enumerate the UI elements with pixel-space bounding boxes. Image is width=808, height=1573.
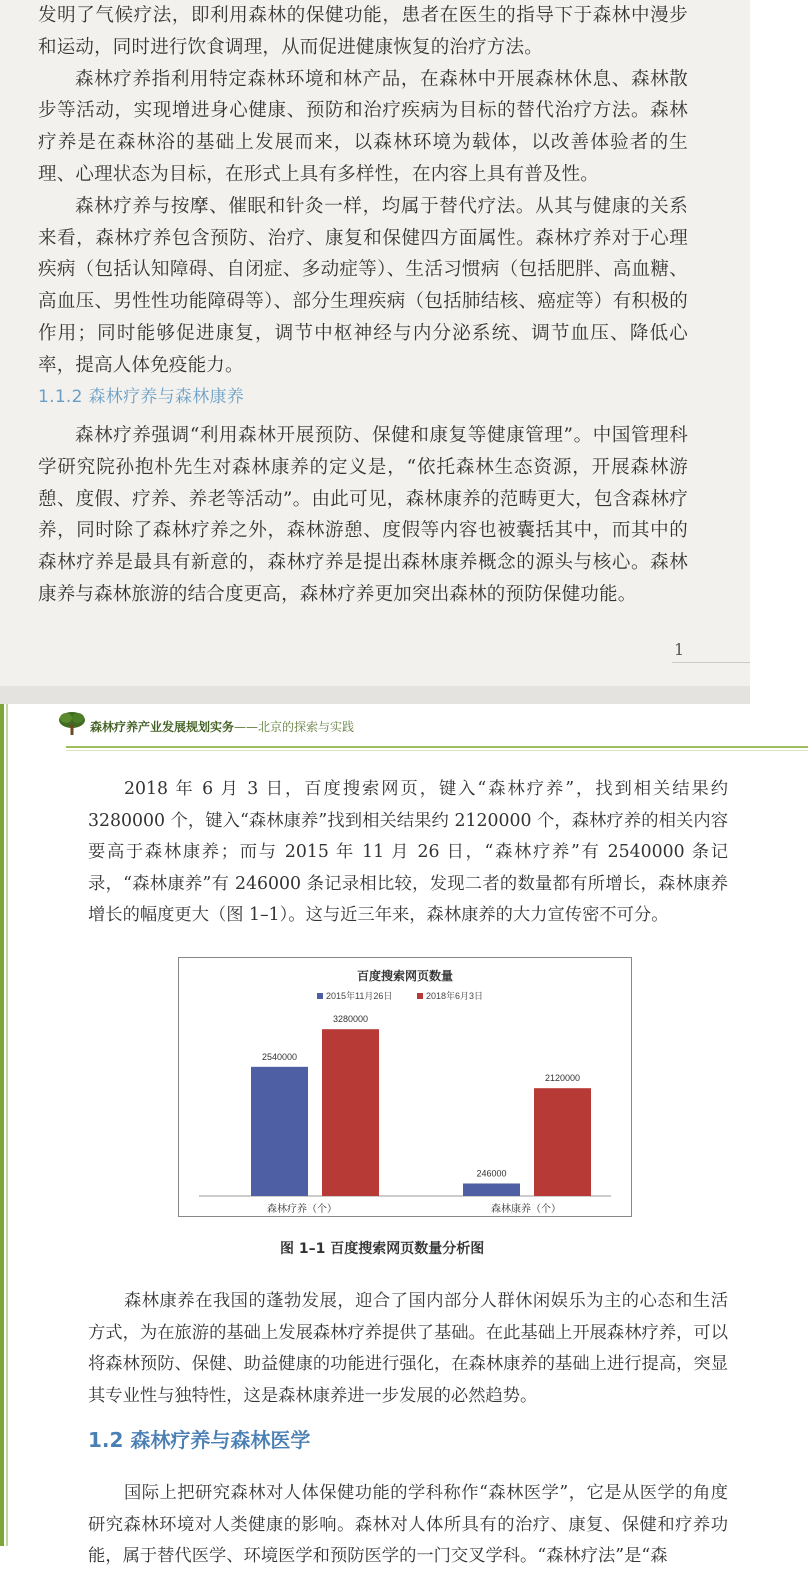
page-2-body <box>88 774 728 932</box>
legend-label: 2015年11月26日 <box>326 991 393 1001</box>
margin-bar <box>0 704 4 1546</box>
data-label: 3280000 <box>332 1014 369 1025</box>
paragraph: 发明了气候疗法，即利用森林的保健功能，患者在医生的指导下于森林中漫步和运动，同时进行饮食调理，从而促进健康恢复的治疗方法。 <box>38 5 688 58</box>
header-rule <box>66 746 808 748</box>
margin-bar-light <box>6 704 8 1546</box>
data-label: 246000 <box>476 1168 507 1179</box>
bar <box>463 1183 520 1196</box>
category-label: 森林疗养（个） <box>267 1204 337 1215</box>
page-1 <box>0 0 750 700</box>
bar <box>534 1088 591 1196</box>
page-2-body-3 <box>88 1478 728 1573</box>
legend-swatch <box>417 993 423 999</box>
page-number-rule <box>672 662 750 663</box>
chart-title: 百度搜索网页数量 <box>356 969 454 983</box>
paragraph: 2018 年 6 月 3 日，百度搜索网页，键入“森林疗养”，找到相关结果约 3280000 个，键入“森林康养”找到相关结果约 2120000 个，森林疗养的相关内容要高于森林康养；而与 2015 年 11 月 26 日，“森林疗养”有 2540000 条记录，“森林康养”有 246000 条记录相比较，发现二者的数量都有所增长，森林康养增长的幅度更大（图 1–1）。这与近三年来，森林康养的大力宣传密不可分。 <box>88 779 728 926</box>
paragraph: 森林疗养强调“利用森林开展预防、保健和康复等健康管理”。中国管理科学研究院孙抱朴先生对森林康养的定义是，“依托森林生态资源，开展森林游憩、度假、疗养、养老等活动”。由此可见，森林康养的范畴更大，包含森林疗养，同时除了森林疗养之外，森林游憩、度假等内容也被囊括其中，而其中的森林疗养是最具有新意的，森林疗养是提出森林康养概念的源头与核心。森林康养与森林旅游的结合度更高，森林疗养更加突出森林的预防保健功能。 <box>38 425 688 605</box>
category-label: 森林康养（个） <box>491 1204 561 1215</box>
paragraph: 森林疗养与按摩、催眠和针灸一样，均属于替代疗法。从其与健康的关系来看，森林疗养包含预防、治疗、康复和保健四方面属性。森林疗养对于心理疾病（包括认知障碍、自闭症、多动症等）、生活习惯病（包括肥胖、高血糖、高血压、男性性功能障碍等）、部分生理疾病（包括肺结核、癌症等）有积极的作用；同时能够促进康复，调节中枢神经与内分泌系统、调节血压、降低心率，提高人体免疫能力。 <box>38 195 688 376</box>
legend-swatch <box>317 993 323 999</box>
page-2-body-2 <box>88 1286 728 1412</box>
bar-chart-svg <box>179 958 631 1216</box>
header-rule-light <box>66 750 808 751</box>
data-label: 2120000 <box>544 1073 581 1084</box>
bar-chart <box>178 957 632 1217</box>
page-gap <box>0 686 750 704</box>
book-subtitle: ——北京的探索与实践 <box>234 720 355 734</box>
page-1-body-bottom <box>38 420 688 611</box>
bar <box>322 1029 379 1196</box>
bar <box>251 1067 308 1196</box>
page-2 <box>0 704 750 1567</box>
section-heading: 1.1.2 森林疗养与森林康养 <box>38 387 245 407</box>
running-header-title <box>90 718 354 735</box>
paragraph: 森林康养在我国的蓬勃发展，迎合了国内部分人群休闲娱乐为主的心态和生活方式，为在旅游的基础上发展森林疗养提供了基础。在此基础上开展森林疗养，可以将森林预防、保健、助益健康的功能进行强化，在森林康养的基础上进行提高，突显其专业性与独特性，这是森林康养进一步发展的必然趋势。 <box>88 1291 728 1406</box>
page-1-body-top <box>38 0 688 382</box>
book-title: 森林疗养产业发展规划实务 <box>90 720 235 734</box>
running-header <box>58 710 750 744</box>
figure-caption: 图 1–1 百度搜索网页数量分析图 <box>280 1241 485 1257</box>
tree-icon <box>58 710 86 736</box>
page-number: 1 <box>674 640 685 659</box>
legend-label: 2018年6月3日 <box>426 991 484 1001</box>
section-heading: 1.2 森林疗养与森林医学 <box>88 1428 311 1452</box>
paragraph: 国际上把研究森林对人体保健功能的学科称作“森林医学”，它是从医学的角度研究森林环境对人类健康的影响。森林对人体所具有的治疗、康复、保健和疗养功能，属于替代医学、环境医学和预防医学的一门交叉学科。“森林疗法”是“森 <box>88 1483 728 1567</box>
data-label: 2540000 <box>261 1051 298 1062</box>
paragraph: 森林疗养指利用特定森林环境和林产品，在森林中开展森林休息、森林散步等活动，实现增进身心健康、预防和治疗疾病为目标的替代治疗方法。森林疗养是在森林浴的基础上发展而来，以森林环境为载体，以改善体验者的生理、心理状态为目标，在形式上具有多样性，在内容上具有普及性。 <box>38 68 688 185</box>
